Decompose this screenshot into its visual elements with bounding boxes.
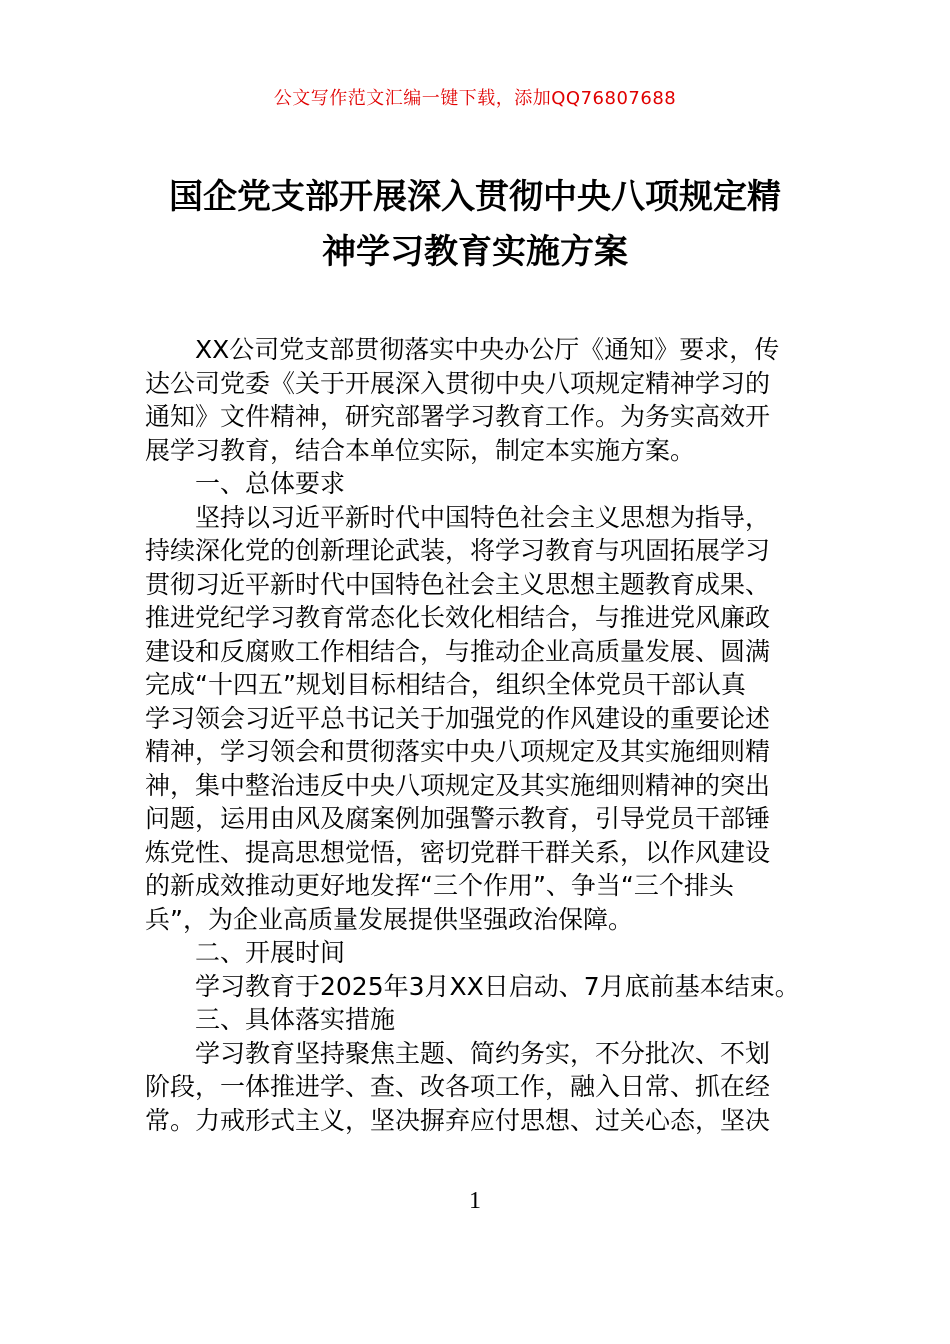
body-line: 展学习教育，结合本单位实际，制定本实施方案。 bbox=[145, 435, 696, 465]
body-line: 问题，运用由风及腐案例加强警示教育，引导党员干部锤 bbox=[145, 804, 771, 833]
body-line: 炼党性、提高思想觉悟，密切党群干群关系，以作风建设 bbox=[145, 837, 771, 867]
body-line: 建设和反腐败工作相结合，与推动企业高质量发展、圆满 bbox=[145, 636, 771, 666]
header-download-note: 公文写作范文汇编一键下载，添加QQ76807688 bbox=[273, 88, 677, 109]
body-line: 推进党纪学习教育常态化长效化相结合，与推进党风廉政 bbox=[145, 603, 771, 632]
section-heading-general-requirements: 一、总体要求 bbox=[195, 469, 346, 498]
body-line: 完成“十四五”规划目标相结合，组织全体党员干部认真 bbox=[145, 670, 746, 699]
body-line: XX公司党支部贯彻落实中央办公厅《通知》要求，传 bbox=[195, 335, 780, 364]
body-line: 兵”，为企业高质量发展提供坚强政治保障。 bbox=[145, 904, 633, 934]
body-line: 阶段，一体推进学、查、改各项工作，融入日常、抓在经 bbox=[145, 1072, 771, 1101]
body-line: 学习教育坚持聚焦主题、简约务实，不分批次、不划 bbox=[195, 1038, 771, 1068]
section-heading-schedule: 二、开展时间 bbox=[195, 938, 346, 967]
body-line: 坚持以习近平新时代中国特色社会主义思想为指导， bbox=[195, 502, 771, 532]
body-line: 贯彻习近平新时代中国特色社会主义思想主题教育成果、 bbox=[145, 569, 771, 599]
body-line: 精神，学习领会和贯彻落实中央八项规定及其实施细则精 bbox=[145, 737, 771, 766]
body-line: 达公司党委《关于开展深入贯彻中央八项规定精神学习的 bbox=[145, 368, 771, 398]
body-line: 学习领会习近平总书记关于加强党的作风建设的重要论述 bbox=[145, 703, 771, 733]
document-title bbox=[145, 170, 805, 280]
title-line-2: 神学习教育实施方案 bbox=[322, 232, 628, 272]
section-heading-measures: 三、具体落实措施 bbox=[195, 1005, 396, 1034]
body-line: 神，集中整治违反中央八项规定及其实施细则精神的突出 bbox=[145, 770, 771, 800]
page-number: 1 bbox=[469, 1188, 481, 1214]
body-line: 持续深化党的创新理论武装，将学习教育与巩固拓展学习 bbox=[145, 536, 771, 565]
body-line: 通知》文件精神，研究部署学习教育工作。为务实高效开 bbox=[145, 402, 771, 431]
body-line: 常。力戒形式主义，坚决摒弃应付思想、过关心态，坚决 bbox=[145, 1105, 771, 1135]
body-line: 学习教育于2025年3月XX日启动、7月底前基本结束。 bbox=[195, 971, 800, 1001]
title-line-1: 国企党支部开展深入贯彻中央八项规定精 bbox=[169, 177, 781, 217]
document-body bbox=[145, 333, 815, 1137]
body-line: 的新成效推动更好地发挥“三个作用”、争当“三个排头 bbox=[145, 871, 734, 900]
